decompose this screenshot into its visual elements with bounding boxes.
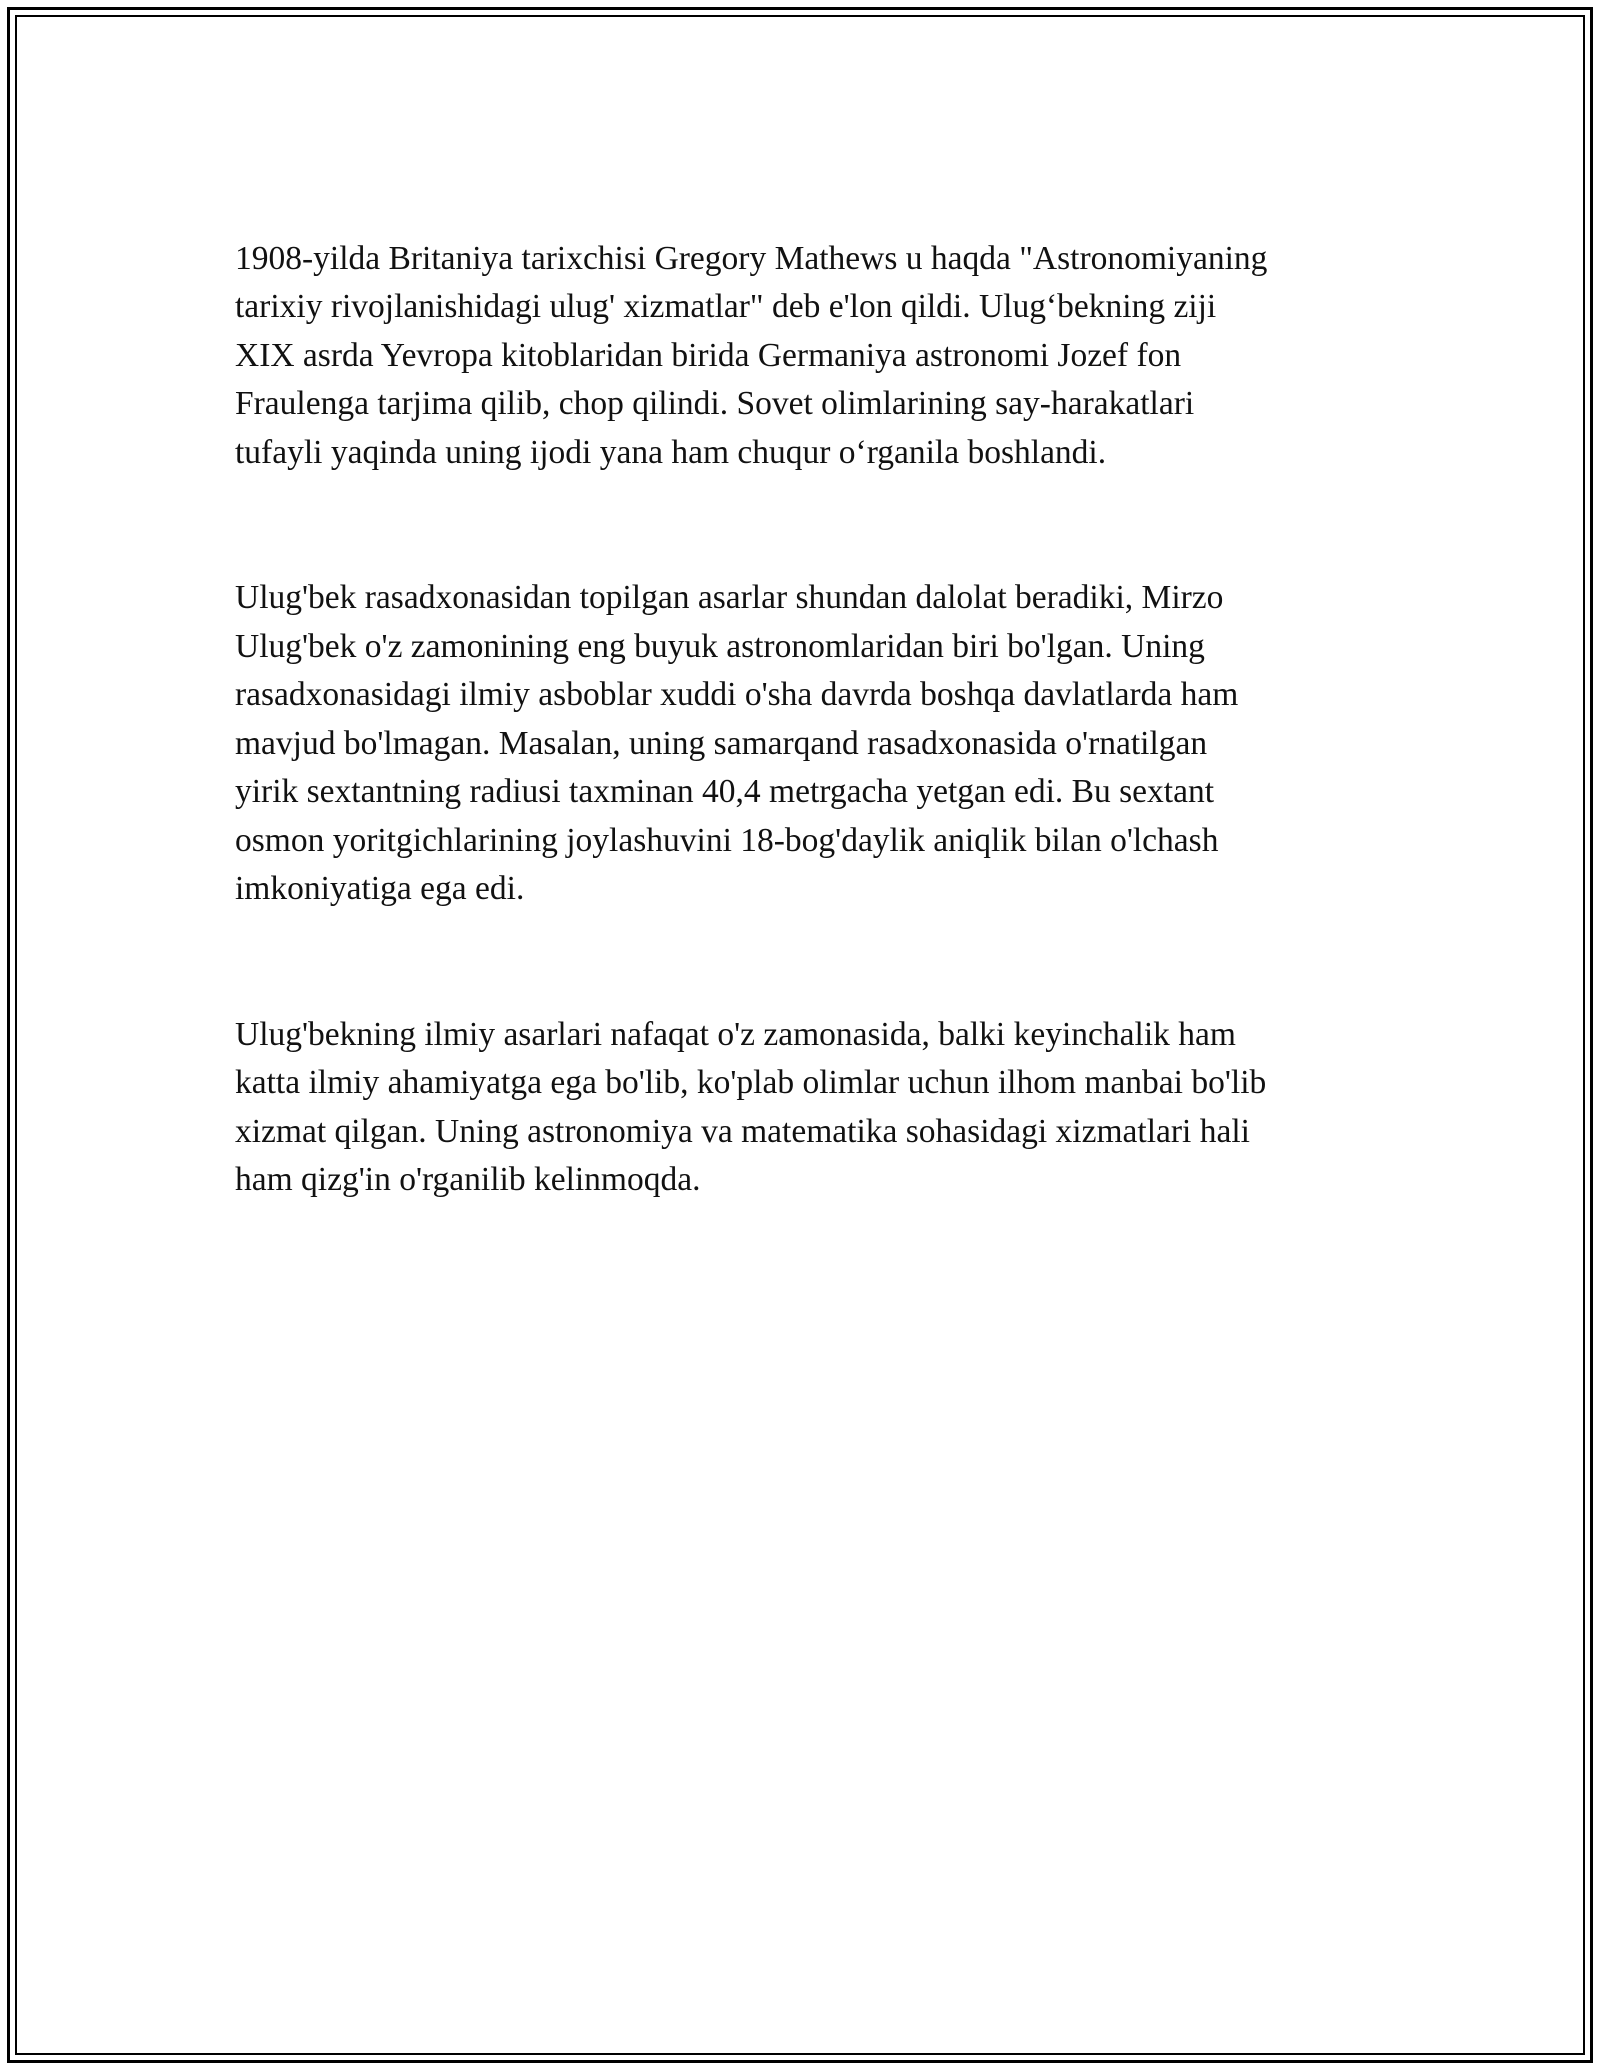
paragraph-2: Ulug'bek rasadxonasidan topilgan asarlar shundan dalolat beradiki, Mirzo Ulug'bek o'z zamonining eng buyuk astronomlaridan biri bo'lgan. Uning rasadxonasidagi ilmiy asboblar xuddi o'sha davrda boshqa davlatlarda ham mavjud bo'lmagan. Masalan, uning samarqand rasadxonasida o'rnatilgan yirik sextantning radiusi taxminan 40,4 metrgacha yetgan edi. Bu sextant osmon yoritgichlarining joylashuvini 18-bog'daylik aniqlik bilan o'lchash imkoniyatiga ega edi.	[235, 579, 1239, 907]
paragraph-3: Ulug'bekning ilmiy asarlari nafaqat o'z zamonasida, balki keyinchalik ham katta ilmiy ahamiyatga ega bo'lib, ko'plab olimlar uchun ilhom manbai bo'lib xizmat qilgan. Uning astronomiya va matematika sohasidagi xizmatlari hali ham qizg'in o'rganilib kelinmoqda.	[235, 1015, 1267, 1198]
paragraph-1: 1908-yilda Britaniya tarixchisi Gregory Mathews u haqda "Astronomiyaning tarixiy rivojlanishidagi ulug' xizmatlar" deb e'lon qildi. Ulug‘bekning ziji XIX asrda Yevropa kitoblaridan birida Germaniya astronomi Jozef fon Fraulenga tarjima qilib, chop qilindi. Sovet olimlarining say-harakatlari tufayli yaqinda uning ijodi yana ham chuqur o‘rganila boshlandi.	[235, 239, 1268, 471]
document-body	[235, 186, 1370, 1302]
